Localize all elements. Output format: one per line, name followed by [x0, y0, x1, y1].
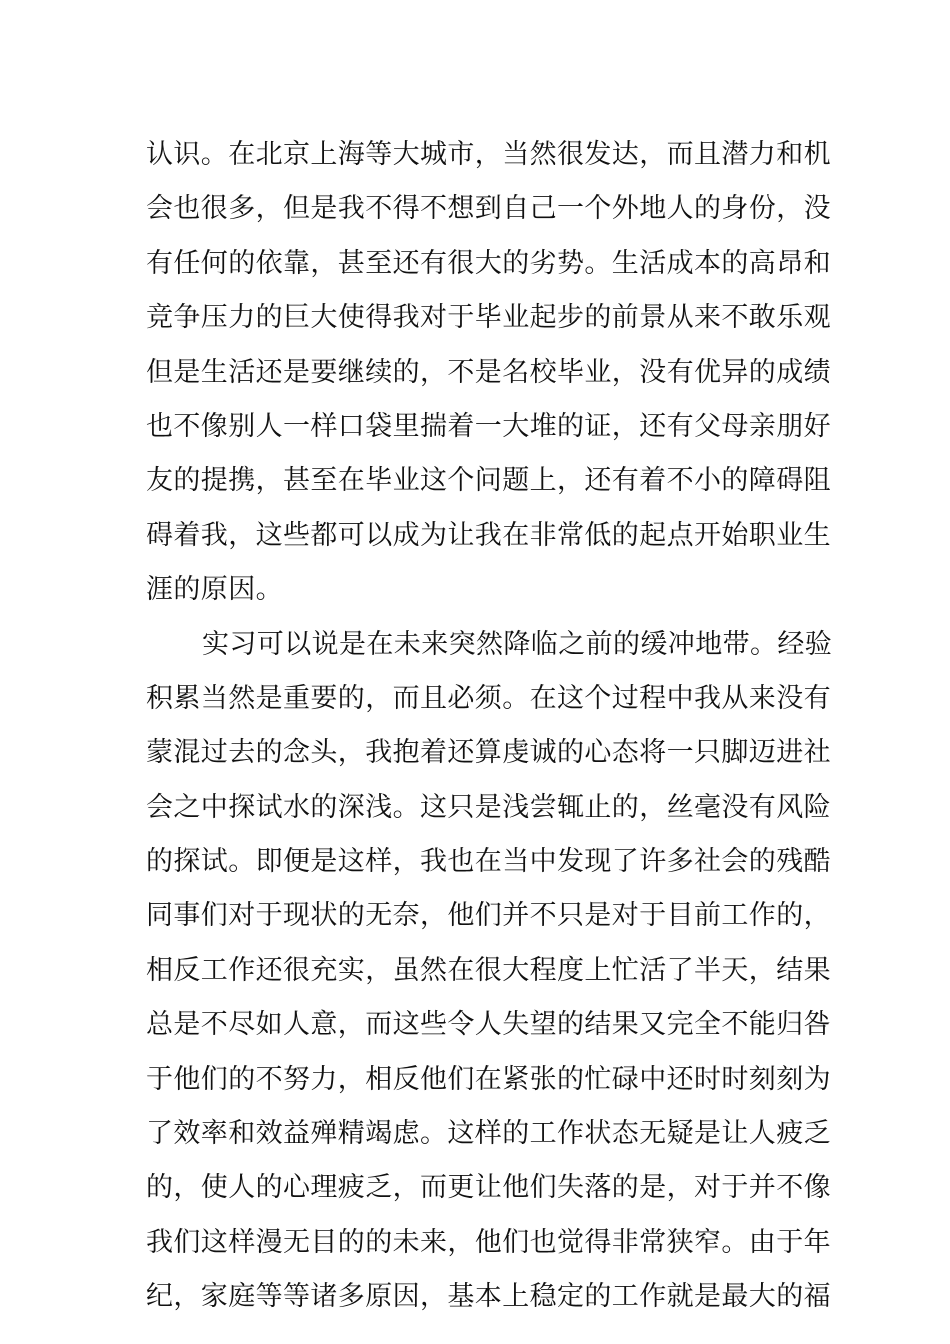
text-line: 我们这样漫无目的的未来，他们也觉得非常狭窄。由于年 [146, 1226, 831, 1258]
body-text [146, 128, 833, 1325]
text-line: 会也很多，但是我不得不想到自己一个外地人的身份，没 [146, 193, 831, 225]
text-line: 友的提携，甚至在毕业这个问题上，还有着不小的障碍阻 [146, 465, 831, 497]
text-line: 相反工作还很充实，虽然在很大程度上忙活了半天，结果 [146, 954, 831, 986]
text-line: 的，使人的心理疲乏，而更让他们失落的是，对于并不像 [146, 1172, 831, 1204]
text-line: 竞争压力的巨大使得我对于毕业起步的前景从来不敢乐观 [146, 302, 831, 334]
text-line: 认识。在北京上海等大城市，当然很发达，而且潜力和机 [146, 139, 831, 170]
paragraph-first-line: 实习可以说是在未来突然降临之前的缓冲地带。经验 [202, 628, 833, 660]
text-line: 积累当然是重要的，而且必须。在这个过程中我从来没有 [146, 682, 831, 714]
text-line: 会之中探试水的深浅。这只是浅尝辄止的，丝毫没有风险 [146, 791, 831, 823]
text-line: 同事们对于现状的无奈，他们并不只是对于目前工作的， [146, 900, 831, 932]
text-line: 有任何的依靠，甚至还有很大的劣势。生活成本的高昂和 [146, 247, 831, 279]
text-line: 于他们的不努力，相反他们在紧张的忙碌中还时时刻刻为 [146, 1063, 831, 1095]
text-line: 也不像别人一样口袋里揣着一大堆的证，还有父母亲朋好 [146, 410, 831, 442]
text-line: 碍着我，这些都可以成为让我在非常低的起点开始职业生 [146, 519, 831, 551]
text-line: 蒙混过去的念头，我抱着还算虔诚的心态将一只脚迈进社 [146, 737, 831, 769]
text-line: 纪，家庭等等诸多原因，基本上稳定的工作就是最大的福 [146, 1281, 831, 1313]
text-line: 总是不尽如人意，而这些令人失望的结果又完全不能归咎 [146, 1009, 831, 1041]
text-line: 但是生活还是要继续的，不是名校毕业，没有优异的成绩 [146, 356, 831, 388]
text-line: 涯的原因。 [146, 574, 283, 606]
text-line: 的探试。即便是这样，我也在当中发现了许多社会的残酷 [146, 846, 831, 878]
text-line: 了效率和效益殚精竭虑。这样的工作状态无疑是让人疲乏 [146, 1118, 831, 1150]
